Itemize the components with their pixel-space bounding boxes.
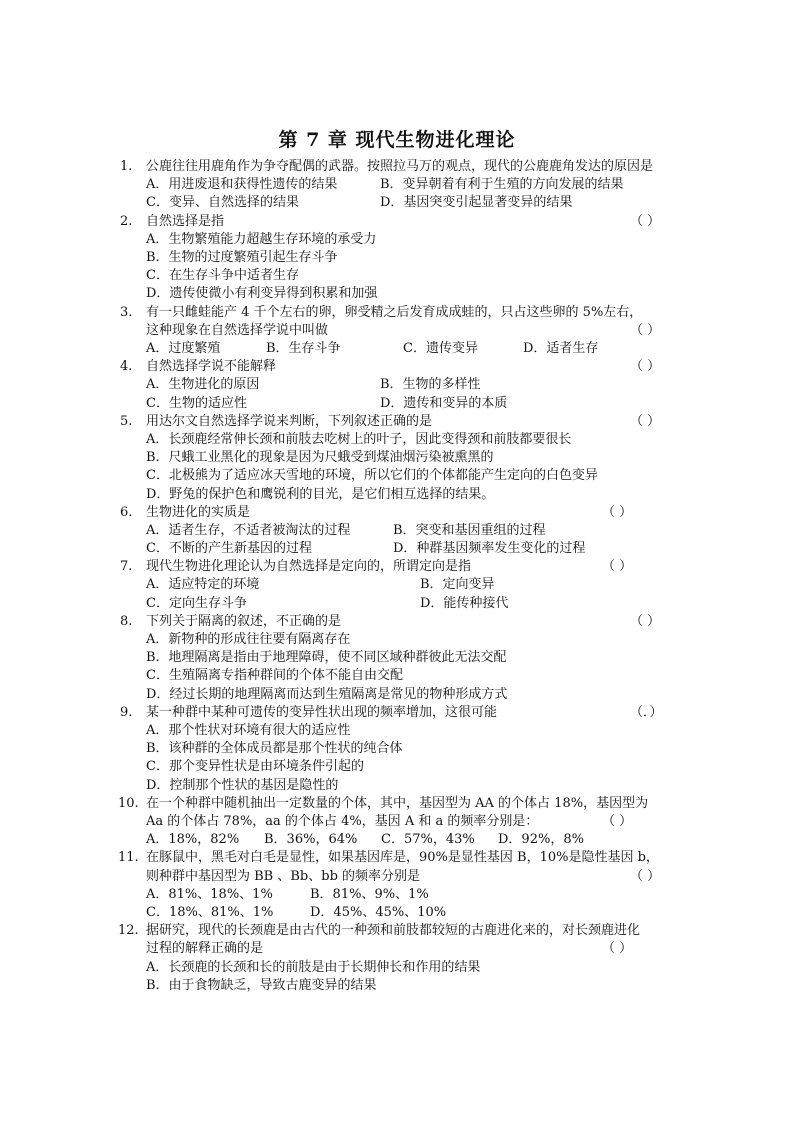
option-c: C．北极熊为了适应冰天雪地的环境，所以它们的个体都能产生定向的白色变异: [146, 468, 598, 484]
option-d: D．45%、45%、10%: [310, 904, 447, 920]
question-number: 2.: [120, 213, 133, 229]
option-a: A．适者生存，不适者被淘汰的过程: [146, 522, 351, 538]
question-number: 12.: [118, 923, 139, 939]
question-number: 8.: [120, 613, 133, 629]
question-12: [118, 922, 688, 995]
question-3: [118, 304, 688, 359]
option-d: D．基因突变引起显著变异的结果: [380, 195, 573, 211]
option-c: C．在生存斗争中适者生存: [146, 268, 299, 284]
question-number: 3.: [120, 304, 133, 320]
answer-paren: （ ）: [630, 868, 661, 884]
option-a: A．81%、18%、1%: [146, 886, 273, 902]
option-b: B．36%，64%: [264, 832, 358, 848]
question-text-line1: 据研究，现代的长颈鹿是由古代的一种颈和前肢都较短的古鹿进化来的，对长颈鹿进化: [146, 923, 641, 939]
question-text-line1: 有一只雌蛙能产 4 千个左右的卵，卵受精之后发育成成蛙的，只占这些卵的 5%左右，: [146, 304, 643, 320]
question-text: 自然选择是指: [146, 213, 225, 229]
question-number: 10.: [118, 795, 139, 811]
option-b: B．地理隔离是指由于地理障碍，使不同区域种群彼此无法交配: [146, 650, 507, 666]
option-d: D．遗传使微小有利变异得到积累和加强: [146, 286, 378, 302]
option-c: C．遗传变异: [403, 340, 478, 356]
question-2: [118, 213, 688, 304]
question-text: 公鹿往往用鹿角作为争夺配偶的武器。按照拉马万的观点，现代的公鹿鹿角发达的原因是: [146, 159, 654, 174]
option-c: C．定向生存斗争: [146, 595, 247, 611]
option-b: B．尺蛾工业黑化的现象是因为尺蛾受到煤油烟污染被熏黑的: [146, 450, 494, 466]
question-1: [118, 158, 688, 213]
option-d: D．适者生存: [523, 340, 599, 356]
option-c: C．生物的适应性: [146, 395, 247, 411]
option-c: C．那个变异性状是由环境条件引起的: [146, 759, 364, 775]
answer-paren: （ ）: [630, 613, 661, 629]
question-text-line1: 在豚鼠中，黑毛对白毛是显性，如果基因库是，90%是显性基因 B，10%是隐性基因 b，: [146, 850, 659, 866]
answer-paren: （ ）: [602, 559, 633, 575]
question-10: [118, 795, 688, 850]
question-number: 5.: [120, 413, 133, 429]
option-b: B．变异朝着有利于生殖的方向发展的结果: [380, 177, 624, 193]
question-number: 7.: [120, 559, 133, 575]
question-number: 11.: [118, 850, 139, 866]
answer-paren: （ ）: [630, 322, 661, 338]
page-title: 第 7 章 现代生物进化理论: [278, 129, 516, 151]
option-b: B．81%、9%、1%: [310, 886, 429, 902]
answer-paren: （ ）: [630, 213, 661, 229]
question-number: 4.: [120, 359, 133, 375]
question-9: [118, 704, 688, 795]
question-7: [118, 558, 688, 613]
question-6: [118, 504, 688, 559]
option-a: A．生物繁殖能力超越生存环境的承受力: [146, 231, 377, 247]
option-d: D．能传种接代: [420, 595, 509, 611]
option-a: A．新物种的形成往往要有隔离存在: [146, 632, 351, 648]
option-c: C．不断的产生新基因的过程: [146, 541, 312, 557]
question-text: 现代生物进化理论认为自然选择是定向的，所谓定向是指: [146, 559, 472, 575]
question-text: 自然选择学说不能解释: [146, 359, 277, 375]
question-list: [118, 158, 688, 995]
question-5: [118, 413, 688, 504]
answer-paren: （．）: [630, 704, 663, 720]
question-text: 下列关于隔离的叙述，不正确的是: [146, 613, 342, 629]
option-a: A．过度繁殖: [146, 340, 221, 356]
option-d: D．遗传和变异的本质: [380, 395, 508, 411]
option-c: C．变异、自然选择的结果: [146, 195, 299, 211]
question-text-line2: Aa 的个体占 78%，aa 的个体占 4%，基因 A 和 a 的频率分别是：: [146, 814, 539, 830]
option-b: B．生物的多样性: [380, 377, 481, 393]
question-text-line2: 这种现象在自然选择学说中叫做: [146, 322, 329, 338]
question-text: 某一种群中某种可遗传的变异性状出现的频率增加，这很可能: [146, 704, 498, 720]
question-text: 用达尔文自然选择学说来判断，下列叙述正确的是: [146, 413, 433, 429]
question-number: 9.: [120, 704, 133, 720]
option-d: D．种群基因频率发生变化的过程: [393, 541, 586, 557]
answer-paren: （ ）: [630, 359, 661, 375]
option-b: B．生存斗争: [266, 340, 341, 356]
question-text-line1: 在一个种群中随机抽出一定数量的个体，其中，基因型为 AA 的个体占 18%，基因型为: [146, 795, 649, 811]
option-d: D．控制那个性状的基因是隐性的: [146, 777, 339, 793]
question-number: 6.: [120, 504, 133, 520]
option-b: B．该种群的全体成员都是那个性状的纯合体: [146, 741, 403, 757]
question-4: [118, 358, 688, 413]
answer-paren: （ ）: [602, 814, 633, 830]
question-text-line2: 过程的解释正确的是: [146, 941, 264, 957]
option-a: A．长颈鹿经常伸长颈和前肢去吃树上的叶子，因此变得颈和前肢都要很长: [146, 431, 572, 447]
option-c: C．18%、81%、1%: [146, 904, 274, 920]
option-d: D．92%，8%: [498, 832, 584, 848]
option-a: A．生物进化的原因: [146, 377, 260, 393]
option-b: B．突变和基因重组的过程: [393, 522, 546, 538]
option-b: B．由于食物缺乏，导致古鹿变异的结果: [146, 977, 377, 993]
option-b: B．生物的过度繁殖引起生存斗争: [146, 249, 338, 265]
option-a: A．长颈鹿的长颈和长的前肢是由于长期伸长和作用的结果: [146, 959, 481, 975]
option-a: A．适应特定的环境: [146, 577, 260, 593]
option-c: C．57%，43%: [381, 832, 475, 848]
question-8: [118, 613, 688, 704]
option-a: A．18%，82%: [146, 832, 240, 848]
option-d: D．经过长期的地理隔离而达到生殖隔离是常见的物种形成方式: [146, 686, 508, 702]
option-a: A．用进废退和获得性遗传的结果: [146, 177, 338, 193]
answer-paren: （ ）: [602, 941, 633, 957]
option-b: B．定向变异: [420, 577, 495, 593]
question-text: 生物进化的实质是: [146, 504, 251, 520]
question-text-line2: 则种群中基因型为 BB 、Bb、bb 的频率分别是: [146, 868, 421, 884]
question-number: 1.: [120, 159, 133, 174]
option-a: A．那个性状对环境有很大的适应性: [146, 723, 351, 739]
answer-paren: （ ）: [630, 413, 661, 429]
answer-paren: （ ）: [602, 504, 633, 520]
option-c: C．生殖隔离专指种群间的个体不能自由交配: [146, 668, 403, 684]
question-11: [118, 849, 688, 922]
option-d: D．野兔的保护色和鹰锐利的目光，是它们相互选择的结果。: [146, 486, 495, 502]
